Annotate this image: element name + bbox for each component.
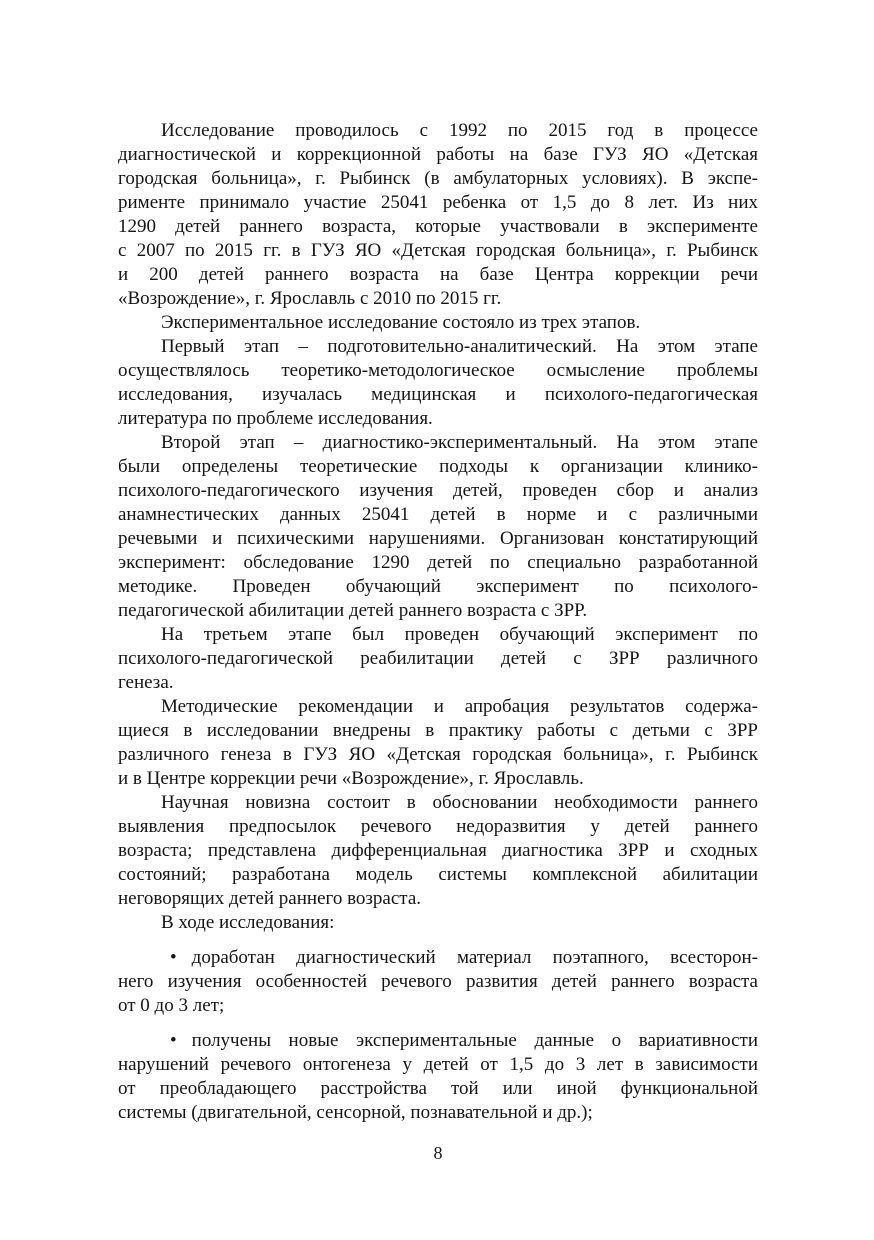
text-line: возраста; представлена дифференциальная диагностика ЗРР и сходных: [118, 840, 758, 861]
paragraph: [118, 791, 758, 911]
text-line: Первый этап – подготовительно-аналитический. На этом этапе: [161, 336, 758, 357]
text-line: «Возрождение», г. Ярославль с 2010 по 2015 гг.: [118, 288, 502, 309]
text-line: В ходе исследования:: [161, 912, 335, 933]
text-line: психолого-педагогической реабилитации детей с ЗРР различного: [118, 648, 758, 669]
text-line: него изучения особенностей речевого развития детей раннего возраста: [118, 971, 758, 992]
paragraph: [118, 695, 758, 791]
text-line: педагогической абилитации детей раннего возраста с ЗРР.: [118, 600, 588, 621]
text-line: 1290 детей раннего возраста, которые участвовали в эксперименте: [118, 216, 758, 237]
bullet-marker: •: [170, 947, 177, 968]
text-line: были определены теоретические подходы к организации клинико-: [118, 456, 758, 477]
text-line: генеза.: [118, 672, 174, 693]
document-body: [118, 119, 758, 1125]
bullet-marker: •: [170, 1030, 177, 1051]
text-line: речевыми и психическими нарушениями. Организован констатирующий: [118, 528, 758, 549]
paragraph: [118, 623, 758, 695]
paragraph: [118, 119, 758, 311]
text-line: анамнестических данных 25041 детей в норме и с различными: [118, 504, 758, 525]
text-line: неговорящих детей раннего возраста.: [118, 888, 422, 909]
text-line: диагностической и коррекционной работы на базе ГУЗ ЯО «Детская: [118, 144, 758, 165]
text-line: различного генеза в ГУЗ ЯО «Детская городская больница», г. Рыбинск: [118, 744, 758, 765]
text-line: нарушений речевого онтогенеза у детей от 1,5 до 3 лет в зависимости: [118, 1054, 758, 1075]
text-line: щиеся в исследовании внедрены в практику работы с детьми с ЗРР: [118, 720, 758, 741]
paragraph: [118, 911, 758, 935]
text-line: с 2007 по 2015 гг. в ГУЗ ЯО «Детская городская больница», г. Рыбинск: [118, 240, 758, 261]
text-line: от преобладающего расстройства той или иной функциональной: [118, 1078, 758, 1099]
text-line: Экспериментальное исследование состояло из трех этапов.: [161, 312, 641, 333]
bullet-item: [118, 946, 758, 1018]
text-line: и в Центре коррекции речи «Возрождение», г. Ярославль.: [118, 768, 584, 789]
text-line: • доработан диагностический материал поэтапного, всесторон-: [170, 947, 758, 968]
text-line: исследования, изучалась медицинская и психолого-педагогическая: [118, 384, 758, 405]
text-line: и 200 детей раннего возраста на базе Центра коррекции речи: [118, 264, 758, 285]
bullet-item: [118, 1029, 758, 1125]
text-line: осуществлялось теоретико-методологическое осмысление проблемы: [118, 360, 758, 381]
text-line: выявления предпосылок речевого недоразвития у детей раннего: [118, 816, 758, 837]
paragraph: [118, 311, 758, 335]
paragraph: [118, 431, 758, 623]
text-line: методике. Проведен обучающий эксперимент по психолого-: [118, 576, 758, 597]
text-line: Второй этап – диагностико-экспериментальный. На этом этапе: [161, 432, 758, 453]
text-line: эксперимент: обследование 1290 детей по специально разработанной: [118, 552, 758, 573]
text-line: Научная новизна состоит в обосновании необходимости раннего: [161, 792, 758, 813]
text-line: литература по проблеме исследования.: [118, 408, 433, 429]
text-line: системы (двигательной, сенсорной, познавательной и др.);: [118, 1102, 593, 1123]
text-line: городская больница», г. Рыбинск (в амбулаторных условиях). В экспе-: [118, 168, 758, 189]
text-line: рименте принимало участие 25041 ребенка от 1,5 до 8 лет. Из них: [118, 192, 758, 213]
text-line: • получены новые экспериментальные данные о вариативности: [170, 1030, 758, 1051]
paragraph: [118, 335, 758, 431]
text-line: Исследование проводилось с 1992 по 2015 год в процессе: [161, 120, 758, 141]
text-line: На третьем этапе был проведен обучающий эксперимент по: [161, 624, 758, 645]
text-line: от 0 до 3 лет;: [118, 995, 225, 1016]
text-line: психолого-педагогического изучения детей, проведен сбор и анализ: [118, 480, 758, 501]
text-line: Методические рекомендации и апробация результатов содержа-: [161, 696, 758, 717]
text-line: состояний; разработана модель системы комплексной абилитации: [118, 864, 758, 885]
page-number: 8: [433, 1143, 443, 1163]
